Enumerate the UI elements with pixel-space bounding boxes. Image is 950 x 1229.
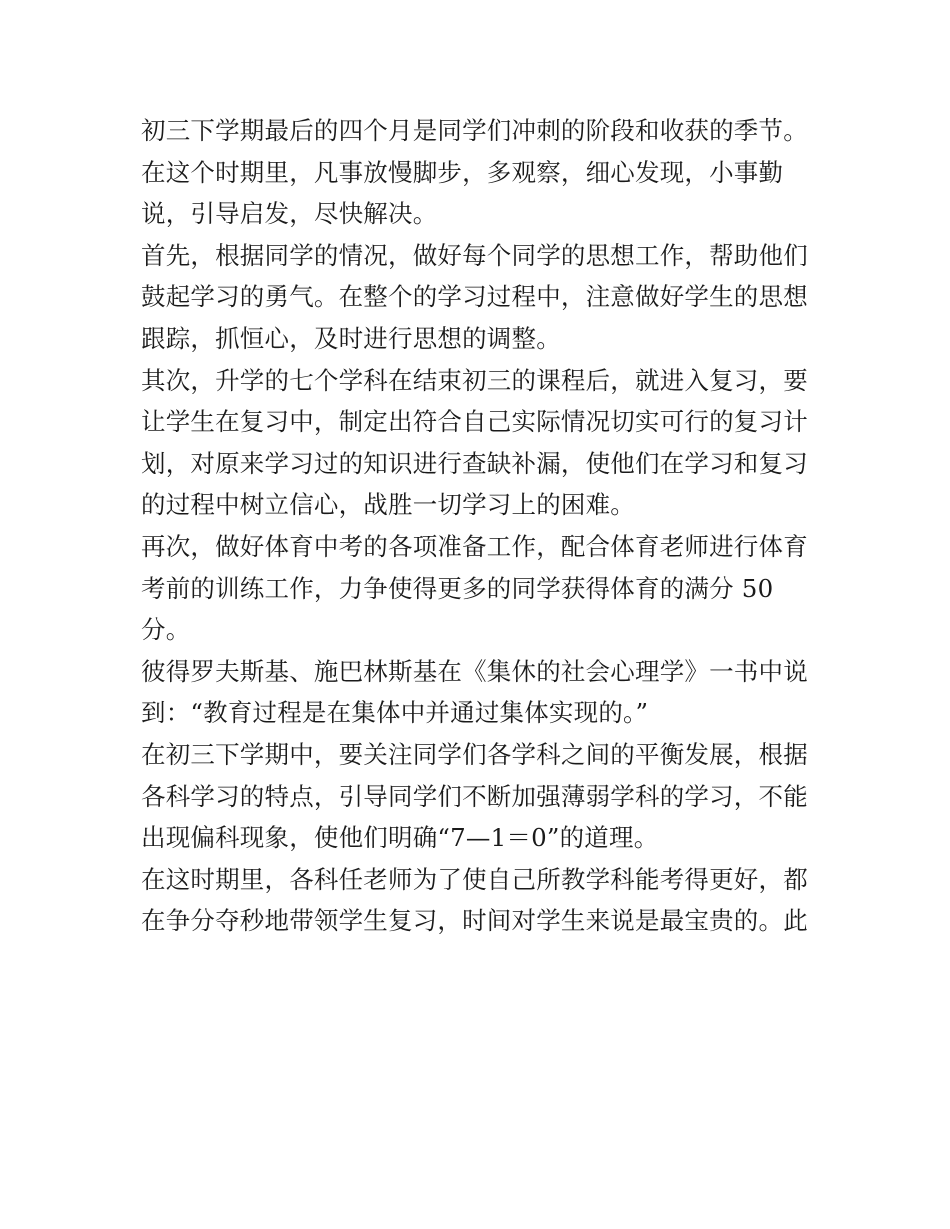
text-line: 在初三下学期中，要关注同学们各学科之间的平衡发展，根据 [141, 739, 808, 769]
document-body [141, 110, 821, 942]
text-line: 让学生在复习中，制定出符合自己实际情况切实可行的复习计 [141, 407, 808, 437]
text-line: 各科学习的特点，引导同学们不断加强薄弱学科的学习，不能 [141, 781, 808, 811]
text-line: 划，对原来学习过的知识进行查缺补漏，使他们在学习和复习 [141, 448, 808, 478]
paragraph-first [141, 235, 821, 360]
text-line: 出现偏科现象，使他们明确“7—1＝0”的道理。 [141, 823, 659, 853]
text-line: 在这时期里，各科任老师为了使自己所教学科能考得更好，都 [141, 864, 808, 894]
text-line: 分。 [141, 615, 191, 645]
paragraph-second [141, 360, 821, 526]
paragraph-time [141, 859, 821, 942]
text-line: 的过程中树立信心，战胜一切学习上的困难。 [141, 490, 635, 520]
text-line: 初三下学期最后的四个月是同学们冲刺的阶段和收获的季节。 [141, 116, 808, 145]
text-line: 在这个时期里，凡事放慢脚步，多观察，细心发现，小事勤 [141, 157, 784, 187]
text-line: 首先，根据同学的情况，做好每个同学的思想工作，帮助他们 [141, 240, 808, 270]
text-line: 说，引导启发，尽快解决。 [141, 199, 438, 229]
text-line: 在争分夺秒地带领学生复习，时间对学生来说是最宝贵的。此 [141, 906, 808, 936]
text-line: 到：“教育过程是在集体中并通过集体实现的。” [141, 698, 649, 728]
paragraph-third [141, 526, 821, 651]
text-line: 跟踪，抓恒心，及时进行思想的调整。 [141, 323, 561, 353]
text-line: 彼得罗夫斯基、施巴林斯基在《集休的社会心理学》一书中说 [141, 656, 808, 686]
paragraph-quote [141, 651, 821, 734]
text-line: 再次，做好体育中考的各项准备工作，配合体育老师进行体育 [141, 531, 808, 561]
text-line: 其次，升学的七个学科在结束初三的课程后，就进入复习，要 [141, 365, 808, 395]
text-line: 考前的训练工作，力争使得更多的同学获得体育的满分 50 [141, 573, 774, 603]
paragraph-intro [141, 110, 821, 235]
text-line: 鼓起学习的勇气。在整个的学习过程中，注意做好学生的思想 [141, 282, 808, 312]
paragraph-balance [141, 734, 821, 859]
